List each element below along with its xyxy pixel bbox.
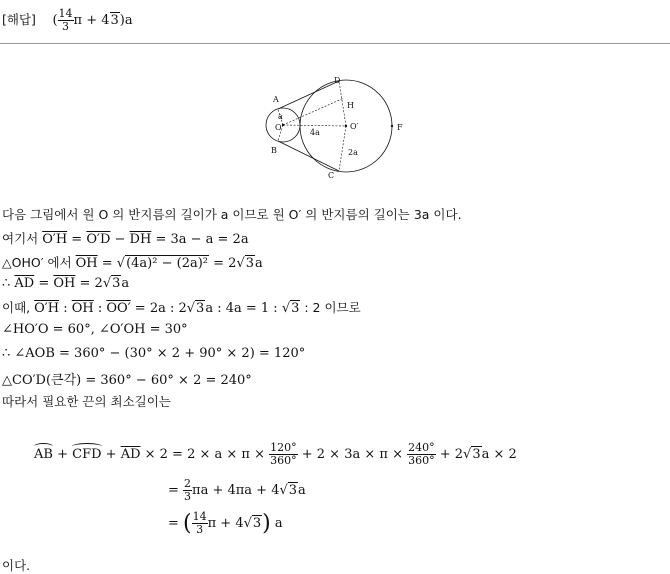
answer-label: [해답] (2, 12, 36, 27)
label-four-a: 4a (310, 128, 320, 137)
separator-line (0, 43, 670, 44)
line-2: 여기서 $O'H = O'D - \overline{DH} = 3a - a = 2a$ (2, 231, 249, 247)
radius-od (339, 81, 346, 126)
answer-header (2, 8, 133, 33)
answer-fraction: $\frac{14}{3}$ (58, 7, 73, 33)
equation-line-2: = $\frac{2}{3}$ πa + 4πa + 4√3a (168, 477, 306, 503)
line-9: 따라서 필요한 끈의 최소길이는 (2, 394, 171, 409)
answer-sqrt: 3 (110, 13, 119, 28)
equation-line-1: AB + CFD + $\overline{AD} \times 2 = 2 \times a \times \pi$ × $\frac{120^\circ}{360^\circ}$ + 2 × 3a × π × $\frac{240^\circ}{360^\circ}$ + 2√3a × 2 (34, 441, 517, 467)
label-o-prime: O′ (350, 122, 359, 131)
label-d: D (334, 76, 341, 85)
label-a: A (273, 95, 279, 104)
point-f (391, 125, 393, 127)
line-3: △OHO′ 에서 $\overline{OH} = √(4a)^2 - (2a)^2 = 2√3a$ (2, 255, 263, 271)
center-line (283, 125, 346, 126)
label-two-a: 2a (348, 148, 358, 157)
label-h: H (347, 101, 354, 110)
point-o (282, 124, 284, 126)
line-4: ∴ $\overline{AD} = \overline{OH} = 2√3a$ (2, 276, 130, 291)
equation-line-3: = ( $\frac{14}{3}$ π + 4√3) a (168, 510, 283, 536)
answer-close: )a (119, 13, 133, 28)
segment-oh (283, 98, 344, 125)
label-f: F (397, 123, 403, 132)
answer-open: ( (52, 13, 58, 28)
line-6: ∠HO′O = 60°, ∠O′OH = 30° (2, 322, 188, 337)
label-o: O (275, 123, 282, 132)
label-c: C (328, 171, 335, 180)
line-5: 이때, O′H : $\overline{OH}$ : OO′ = 2a : 2√3a : 4a = 1 : √3 : 2 이므로 (2, 300, 361, 316)
radius-oc (339, 126, 346, 171)
circles-diagram (262, 72, 412, 184)
label-a-radius: a (278, 112, 283, 121)
tangent-ad (278, 81, 339, 109)
final-text: 이다. (2, 558, 31, 573)
line-7: ∴ ∠AOB = 360° − (30° × 2 + 90° × 2) = 120° (2, 346, 306, 361)
tangent-bc (278, 141, 339, 171)
label-b: B (271, 146, 277, 155)
point-o-prime (345, 125, 347, 127)
line-8: △CO′D(큰각) = 360° − 60° × 2 = 240° (2, 373, 252, 388)
answer-mid: π + 4 (73, 13, 110, 28)
line-1: 다음 그림에서 원 O 의 반지름의 길이가 a 이므로 원 O′ 의 반지름의 길이는 3a 이다. (2, 207, 462, 222)
